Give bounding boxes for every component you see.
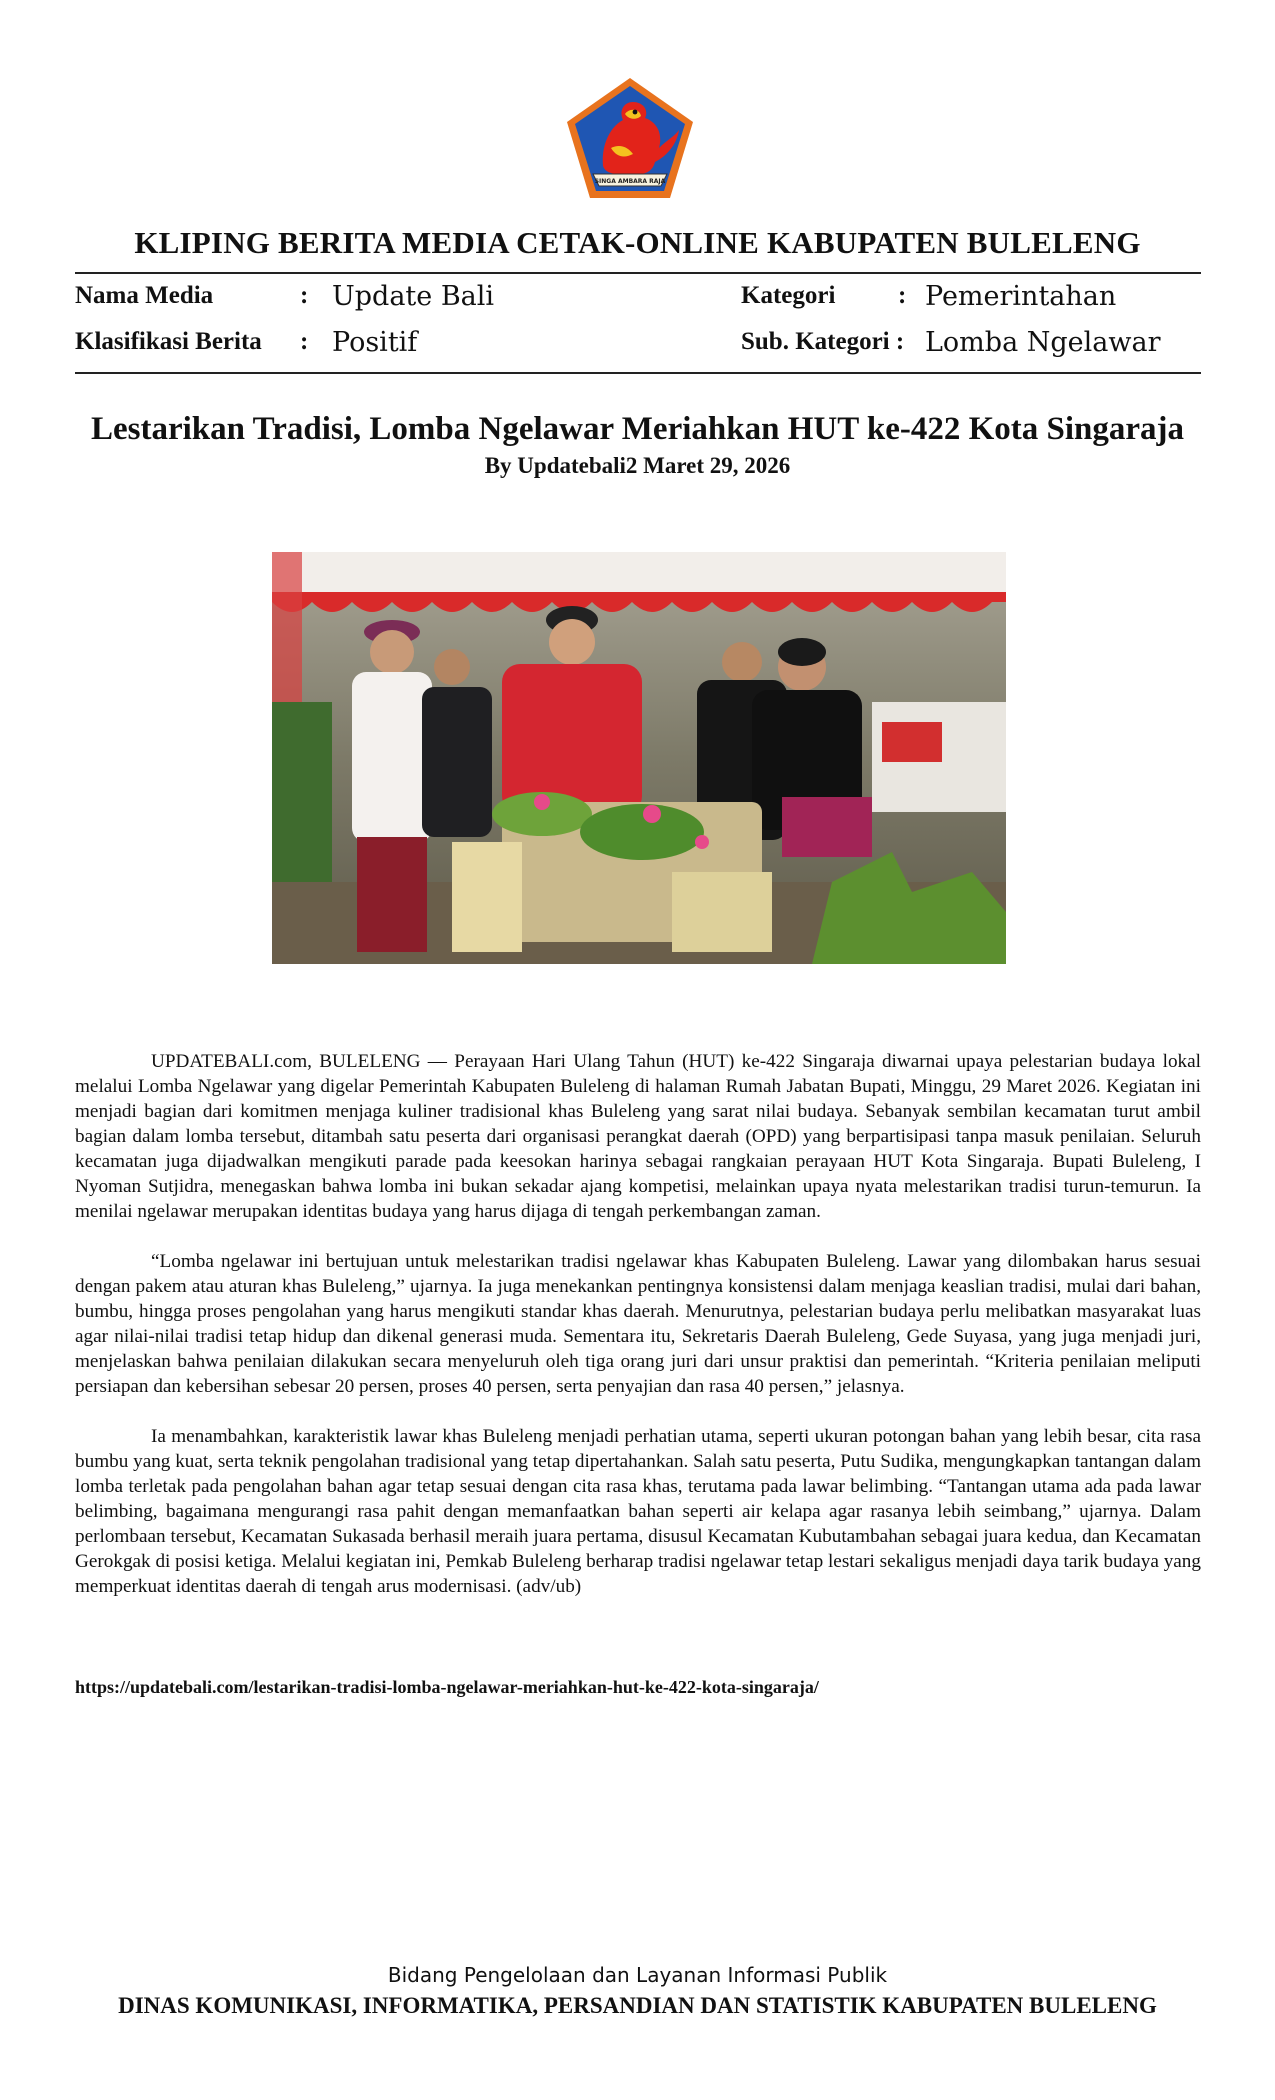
footer-agency: DINAS KOMUNIKASI, INFORMATIKA, PERSANDIAN DAN STATISTIK KABUPATEN BULELENG [118,1993,1157,2018]
emblem-motto: SINGA AMBARA RAJA [594,178,666,185]
masthead-title: KLIPING BERITA MEDIA CETAK-ONLINE KABUPATEN BULELENG [134,225,1141,260]
footer-division: Bidang Pengelolaan dan Layanan Informasi Publik [387,1963,888,1987]
divider-bottom [75,372,1201,374]
klasifikasi-label: Klasifikasi Berita [75,328,262,355]
article-byline: By Updatebali2 Maret 29, 2026 [484,453,791,478]
klasifikasi-colon: : [300,328,309,355]
article-source-url[interactable]: https://updatebali.com/lestarikan-tradisi-lomba-ngelawar-meriahkan-hut-ke-422-kota-singaraja/ [75,1677,819,1697]
article-body [75,1049,1201,1624]
divider-top [75,272,1201,274]
article-paragraph-3: Ia menambahkan, karakteristik lawar khas Buleleng menjadi perhatian utama, seperti ukuran potongan bahan yang lebih besar, cita rasa bumbu yang kuat, serta teknik pengolahan tradisional yang tetap dipertahankan. Salah satu peserta, Putu Sudika, mengungkapkan tantangan dalam lomba terletak pada pengolahan bahan agar tetap sesuai dengan cita rasa khas, terutama pada lawar belimbing. “Tantangan utama ada pada lawar belimbing, bagaimana mengurangi rasa pahit dengan memanfaatkan bahan seperti air kelapa agar rasanya lebih seimbang,” ujarnya. Dalam perlombaan tersebut, Kecamatan Sukasada berhasil meraih juara pertama, disusul Kecamatan Kubutambahan sebagai juara kedua, dan Kecamatan Gerokgak di posisi ketiga. Melalui kegiatan ini, Pemkab Buleleng berharap tradisi ngelawar tetap lestari sekaligus menjadi daya tarik budaya yang memperkuat identitas daerah di tengah arus modernisasi. (adv/ub) [75,1426,1201,1597]
article-paragraph-1: UPDATEBALI.com, BULELENG — Perayaan Hari Ulang Tahun (HUT) ke-422 Singaraja diwarnai upaya pelestarian budaya lokal melalui Lomba Ngelawar yang digelar Pemerintah Kabupaten Buleleng di halaman Rumah Jabatan Bupati, Minggu, 29 Maret 2026. Kegiatan ini menjadi bagian dari komitmen menjaga kuliner tradisional khas Buleleng yang sarat nilai budaya. Sebanyak sembilan kecamatan turut ambil bagian dalam lomba tersebut, ditambah satu peserta dari organisasi perangkat daerah (OPD) yang berpartisipasi tanpa masuk penilaian. Seluruh kecamatan juga dijadwalkan mengikuti parade pada keesokan harinya sebagai rangkaian perayaan HUT Kota Singaraja. Bupati Buleleng, I Nyoman Sutjidra, menegaskan bahwa lomba ini bukan sekadar ajang kompetisi, melainkan upaya nyata melestarikan tradisi turun-temurun. Ia menilai ngelawar merupakan identitas budaya yang harus dijaga di tengah perkembangan zaman. [75,1051,1201,1222]
buleleng-emblem-logo [563,74,697,202]
article-paragraph-2: “Lomba ngelawar ini bertujuan untuk melestarikan tradisi ngelawar khas Kabupaten Buleleng. Lawar yang dilombakan harus sesuai dengan pakem atau aturan khas Buleleng,” ujarnya. Ia juga menekankan pentingnya konsistensi dalam menjaga keaslian tradisi, mulai dari bahan, bumbu, hingga proses pengolahan yang harus mengikuti standar khas daerah. Menurutnya, pelestarian budaya perlu melibatkan masyarakat luas agar nilai-nilai tradisi tetap hidup dan dikenal generasi muda. Sementara itu, Sekretaris Daerah Buleleng, Gede Suyasa, yang juga menjadi juri, menjelaskan bahwa penilaian dilakukan secara menyeluruh oleh tiga orang juri dari unsur praktisi dan pemerintah. “Kriteria penilaian meliputi persiapan dan kebersihan sebesar 20 persen, proses 40 persen, serta penyajian dan rasa 40 persen,” jelasnya. [75,1251,1201,1397]
event-photo-image [272,552,1006,964]
kategori-colon: : [898,282,907,309]
kategori-value: Pemerintahan [925,281,1117,312]
media-label: Nama Media [75,282,214,309]
media-colon: : [300,282,309,309]
emblem-icon [563,74,697,202]
article-photo [272,552,1006,964]
kategori-label: Kategori [741,282,836,309]
subkategori-value: Lomba Ngelawar [925,327,1161,358]
media-value: Update Bali [332,281,495,312]
article-headline: Lestarikan Tradisi, Lomba Ngelawar Meriahkan HUT ke-422 Kota Singaraja [90,411,1185,447]
klasifikasi-value: Positif [332,327,418,358]
subkategori-label: Sub. Kategori : [741,328,905,355]
